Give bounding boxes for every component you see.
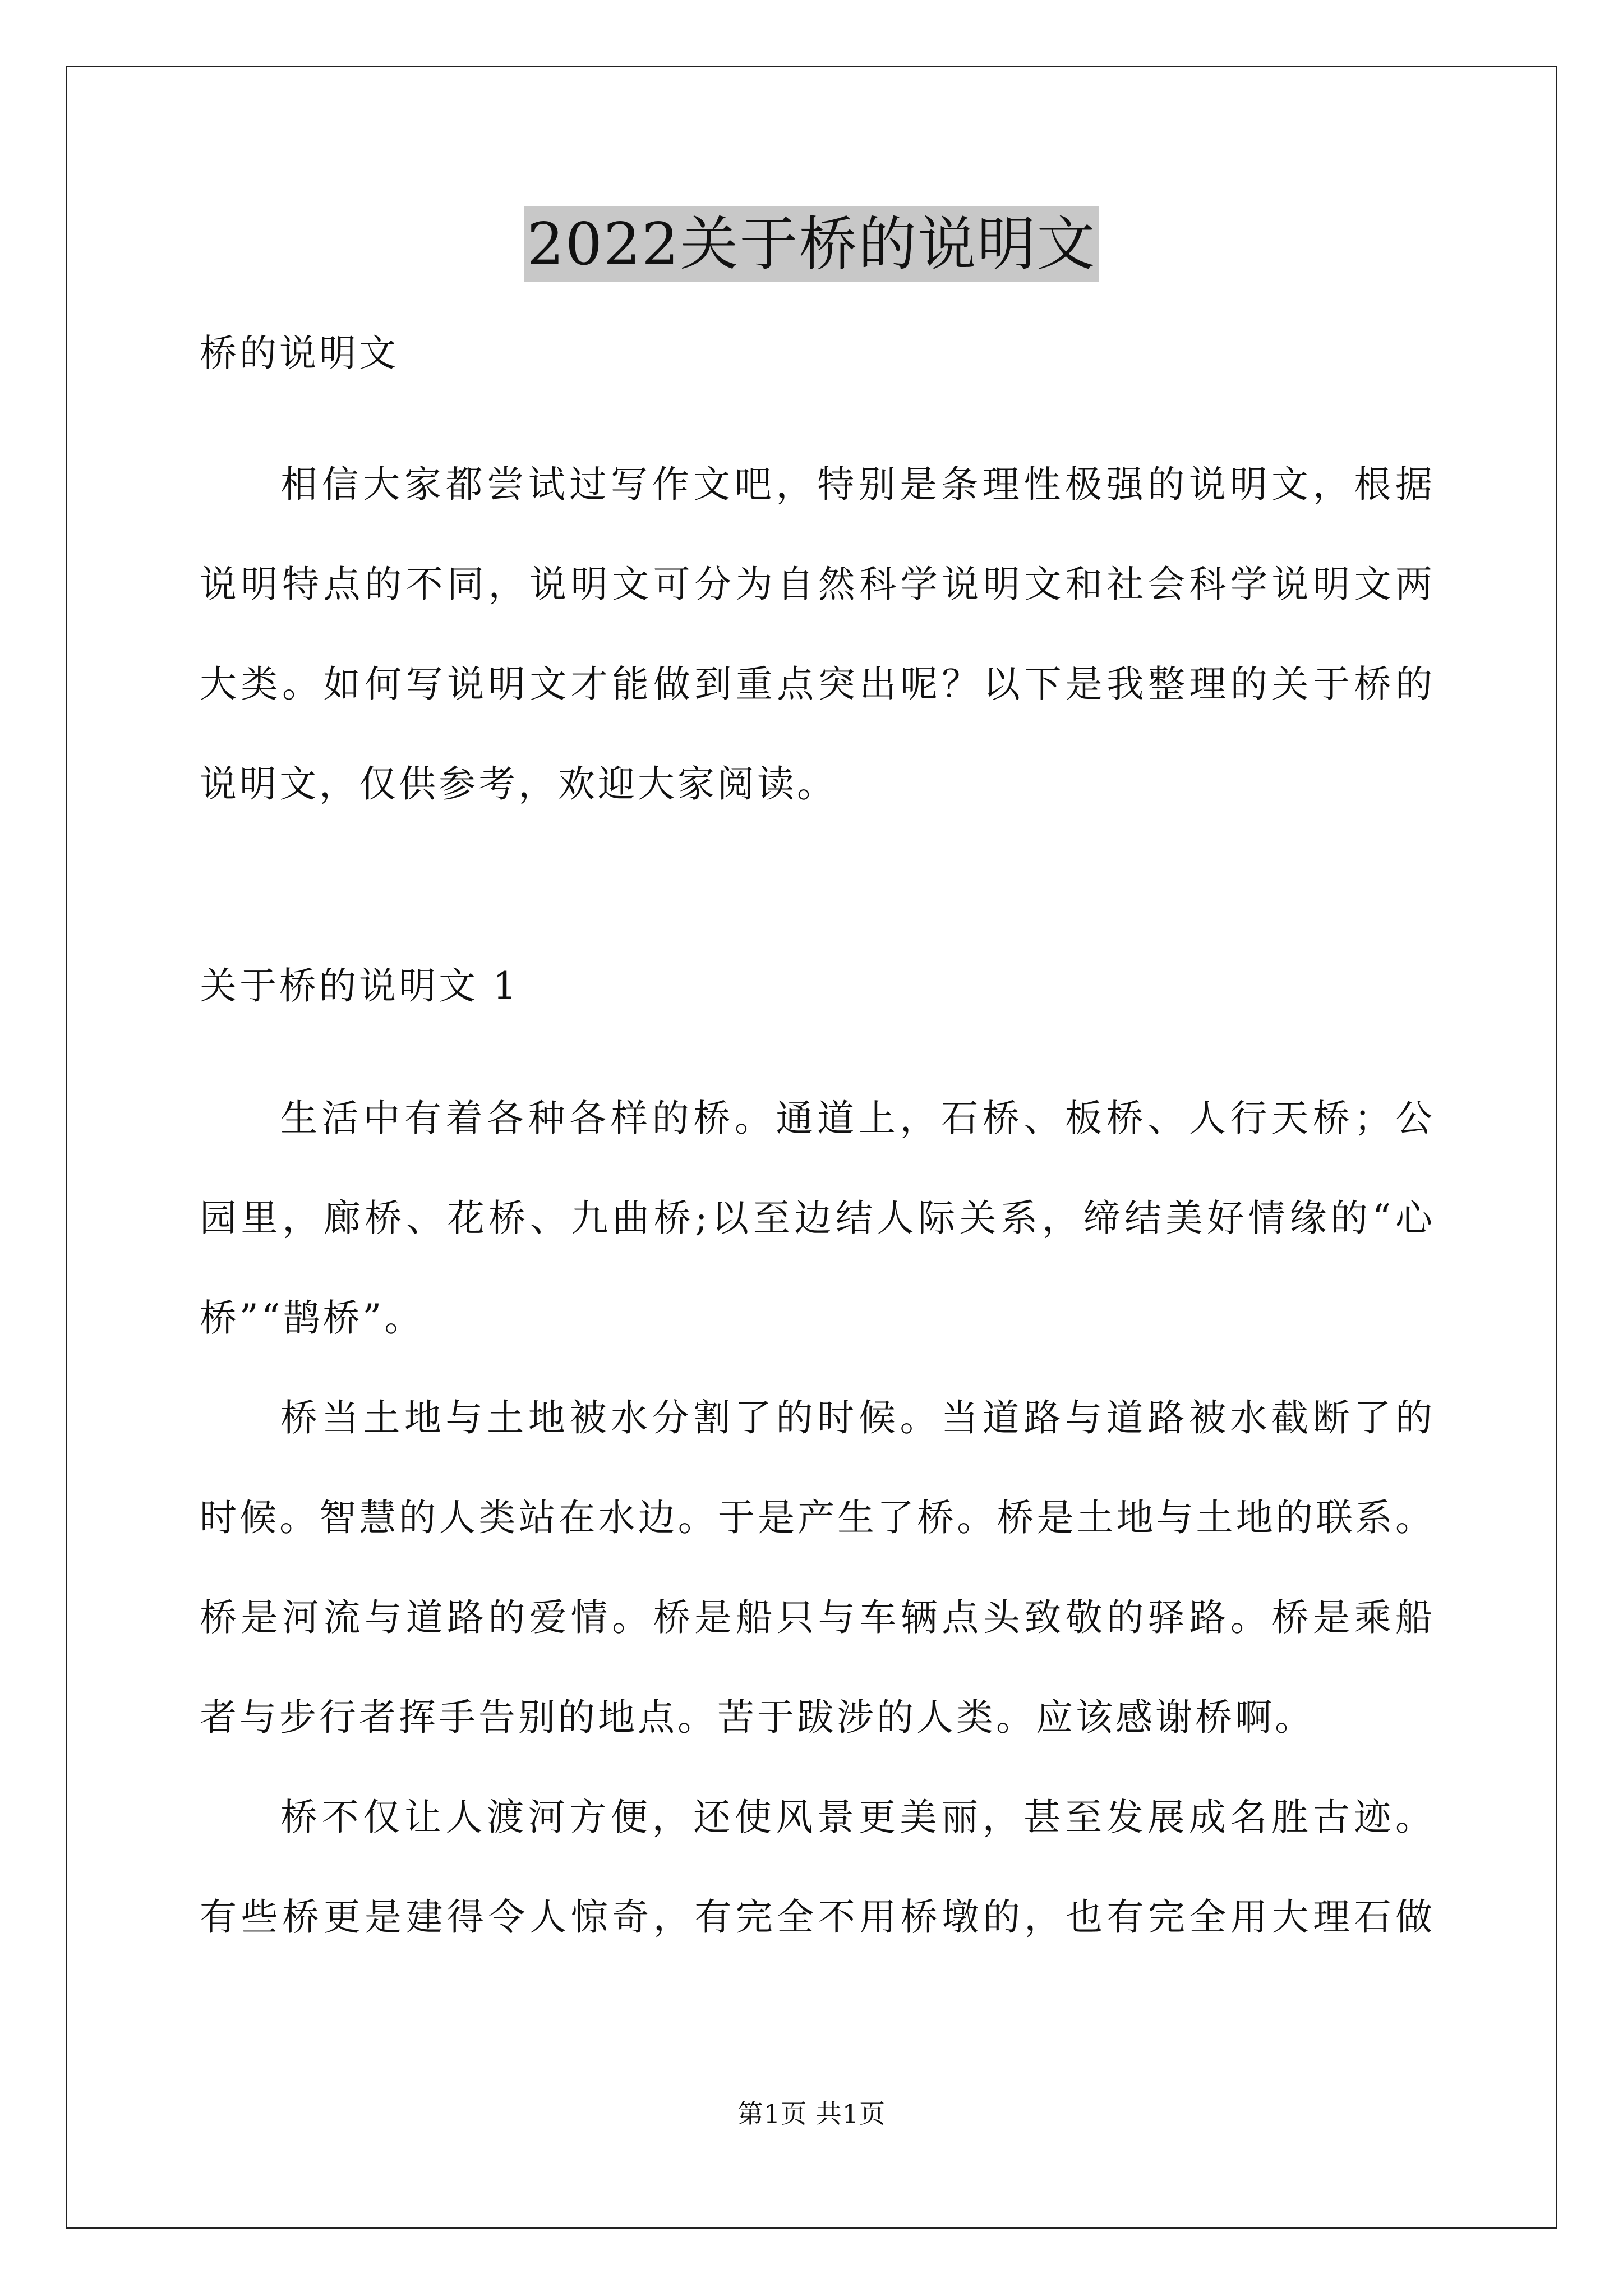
paragraph-line: 大类。如何写说明文才能做到重点突出呢？以下是我整理的关于桥的 — [200, 662, 1432, 706]
paragraph-line: 说明特点的不同，说明文可分为自然科学说明文和社会科学说明文两 — [200, 563, 1432, 606]
paragraph-line: 桥不仅让人渡河方便，还使风景更美丽，甚至发展成名胜古迹。 — [280, 1796, 1432, 1839]
paragraph-line: 桥当土地与土地被水分割了的时候。当道路与道路被水截断了的 — [280, 1396, 1432, 1439]
section-heading: 桥的说明文 — [200, 332, 399, 375]
paragraph-line: 生活中有着各种各样的桥。通道上，石桥、板桥、人行天桥；公 — [280, 1097, 1432, 1140]
section-heading: 关于桥的说明文 1 — [200, 964, 519, 1007]
paragraph-line: 有些桥更是建得令人惊奇，有完全不用桥墩的，也有完全用大理石做 — [200, 1895, 1432, 1939]
paragraph-line: 相信大家都尝试过写作文吧，特别是条理性极强的说明文，根据 — [280, 463, 1432, 506]
paragraph-line: 桥”“鹊桥”。 — [200, 1296, 425, 1340]
paragraph-line: 时候。智慧的人类站在水边。于是产生了桥。桥是土地与土地的联系。 — [200, 1496, 1432, 1539]
document-title: 2022关于桥的说明文 — [524, 206, 1100, 282]
paragraph-line: 说明文，仅供参考，欢迎大家阅读。 — [200, 762, 837, 806]
paragraph-line: 者与步行者挥手告别的地点。苦于跋涉的人类。应该感谢桥啊。 — [200, 1696, 1315, 1739]
document-title-wrapper — [0, 206, 1623, 282]
page-footer: 第1页 共1页 — [737, 2099, 886, 2129]
paragraph-line: 桥是河流与道路的爱情。桥是船只与车辆点头致敬的驿路。桥是乘船 — [200, 1596, 1432, 1639]
paragraph-line: 园里，廊桥、花桥、九曲桥;以至边结人际关系，缔结美好情缘的“心 — [200, 1197, 1432, 1240]
